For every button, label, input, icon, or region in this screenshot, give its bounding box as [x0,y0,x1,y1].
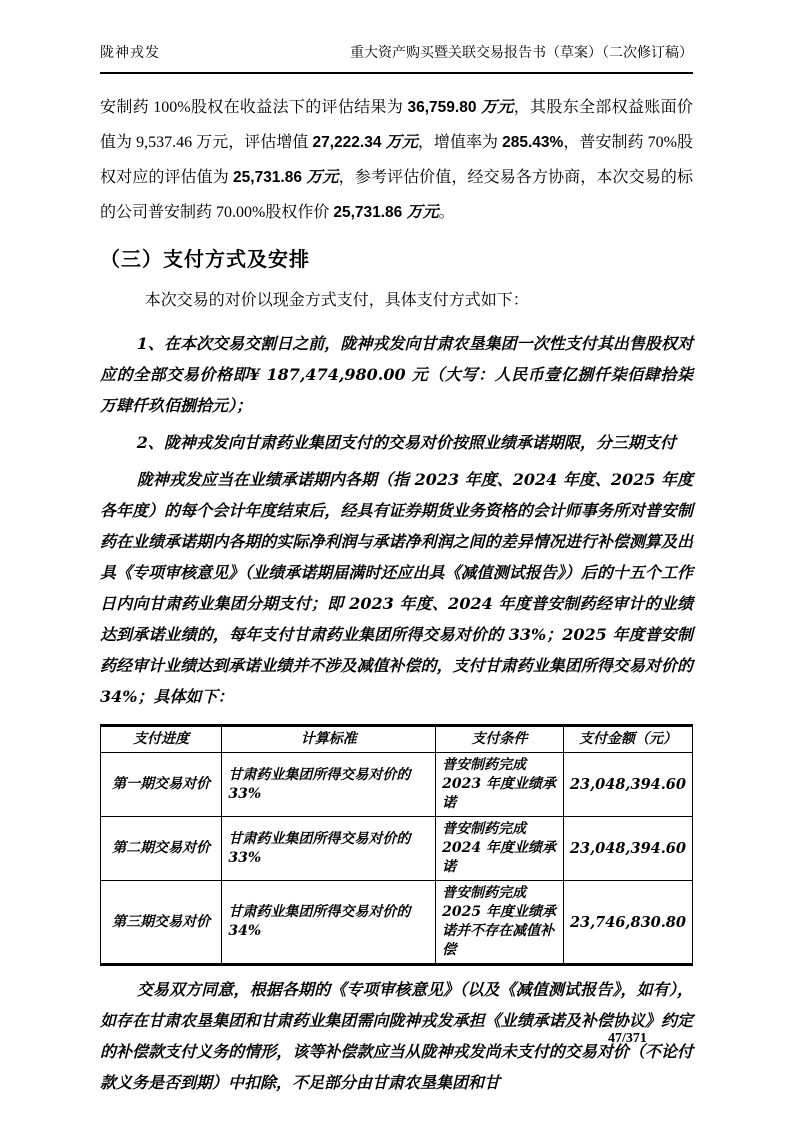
text-segment: 万元 [406,202,439,221]
payment-item-1-paragraph: 1、在本次交易交割日之前，陇神戎发向甘肃农垦集团一次性支付其出售股权对应的全部交易价格即¥ 187,474,980.00 元（大写：人民币壹亿捌仟柒佰肆拾柒万肆仟玖佰捌拾元）； [100,334,693,415]
text-segment: ，参考评估价值，经交易各方协商，本次交易的标的公司普安制药 70.00%股权作价 [100,169,693,221]
table-cell-condition: 普安制药完成 2025 年度业绩承诺并不存在减值补偿 [436,881,564,965]
text-segment: ，增值率为 [417,134,503,151]
table-row [101,881,693,965]
table-cell-standard: 甘肃药业集团所得交易对价的 33% [222,753,436,817]
header-document-title: 重大资产购买暨关联交易报告书（草案）（二次修订稿） [350,46,693,61]
table-cell-stage: 第二期交易对价 [101,817,222,881]
page-number: 47/371 [608,1031,647,1046]
table-cell-amount: 23,746,830.80 [563,881,692,965]
section-heading: （三）支付方式及安排 [100,249,310,271]
table-cell-standard: 甘肃药业集团所得交易对价的 33% [222,817,436,881]
table-cell-condition: 普安制药完成 2023 年度业绩承诺 [436,753,564,817]
text-segment: 36,759.80 [407,99,482,116]
table-cell-stage: 第三期交易对价 [101,881,222,965]
table-cell-standard: 甘肃药业集团所得交易对价的 34% [222,881,436,965]
table-header-row [101,726,693,753]
header-company-name: 陇神戎发 [100,46,160,61]
text-segment: 万元 [481,97,514,116]
page-header [100,44,693,74]
table-header-standard: 计算标准 [222,726,436,753]
table-cell-condition: 普安制药完成 2024 年度业绩承诺 [436,817,564,881]
text-segment: 285.43% [502,134,564,151]
performance-commitment-paragraph: 陇神戎发应当在业绩承诺期内各期（指 2023 年度、2024 年度、2025 年度各年度）的每个会计年度结束后，经具有证券期货业务资格的会计师事务所对普安制药在业绩承诺期内各期的实际净利润与承诺净利润之间的差异情况进行补偿测算及出具《专项审核意见》（业绩承诺期届满时还应出具《减值测试报告》）后的十五个工作日内向甘肃药业集团分期支付；即 2023 年度、2024 年度普安制药经审计的业绩达到承诺业绩的，每年支付甘肃药业集团所得交易对价的 33%；2025 年度普安制药经审计业绩达到承诺业绩并不涉及减值补偿的，支付甘肃药业集团所得交易对价的 34%；具体如下： [100,470,693,706]
table-cell-amount: 23,048,394.60 [563,753,692,817]
text-segment: 25,731.86 [333,204,407,221]
payment-item-2-paragraph: 2、陇神戎发向甘肃药业集团支付的交易对价按照业绩承诺期限，分三期支付 [136,433,676,452]
table-header-condition: 支付条件 [436,726,564,753]
lead-paragraph: 本次交易的对价以现金方式支付，具体支付方式如下： [144,292,529,309]
text-segment: 。 [438,204,455,221]
table-cell-stage: 第一期交易对价 [101,753,222,817]
table-header-amount: 支付金额（元） [563,726,692,753]
table-row [101,753,693,817]
text-segment: 27,222.34 [312,134,386,151]
compensation-paragraph: 交易双方同意，根据各期的《专项审核意见》（以及《减值测试报告》，如有），如存在甘肃农垦集团和甘肃药业集团需向陇神戎发承担《业绩承诺及补偿协议》约定的补偿款支付义务的情形，该等补偿款应当从陇神戎发尚未支付的交易对价（不论付款义务是否到期）中扣除，不足部分由甘肃农垦集团和甘 [100,980,693,1092]
table-row [101,817,693,881]
text-segment: 万元 [385,132,418,151]
table-header-stage: 支付进度 [101,726,222,753]
text-segment: ，其股东全部权益账面价值为 9,537.46 万元，评估增值 [100,99,693,151]
text-segment: 25,731.86 [233,169,307,186]
text-segment: 安制药 100%股权在收益法下的评估结果为 [100,99,408,116]
table-cell-amount: 23,048,394.60 [563,817,692,881]
payment-schedule-table [100,724,693,966]
text-segment: 万元 [306,167,339,186]
valuation-paragraph [100,90,693,230]
text-segment: ，普安制药 70%股权对应的评估值为 [100,134,693,186]
